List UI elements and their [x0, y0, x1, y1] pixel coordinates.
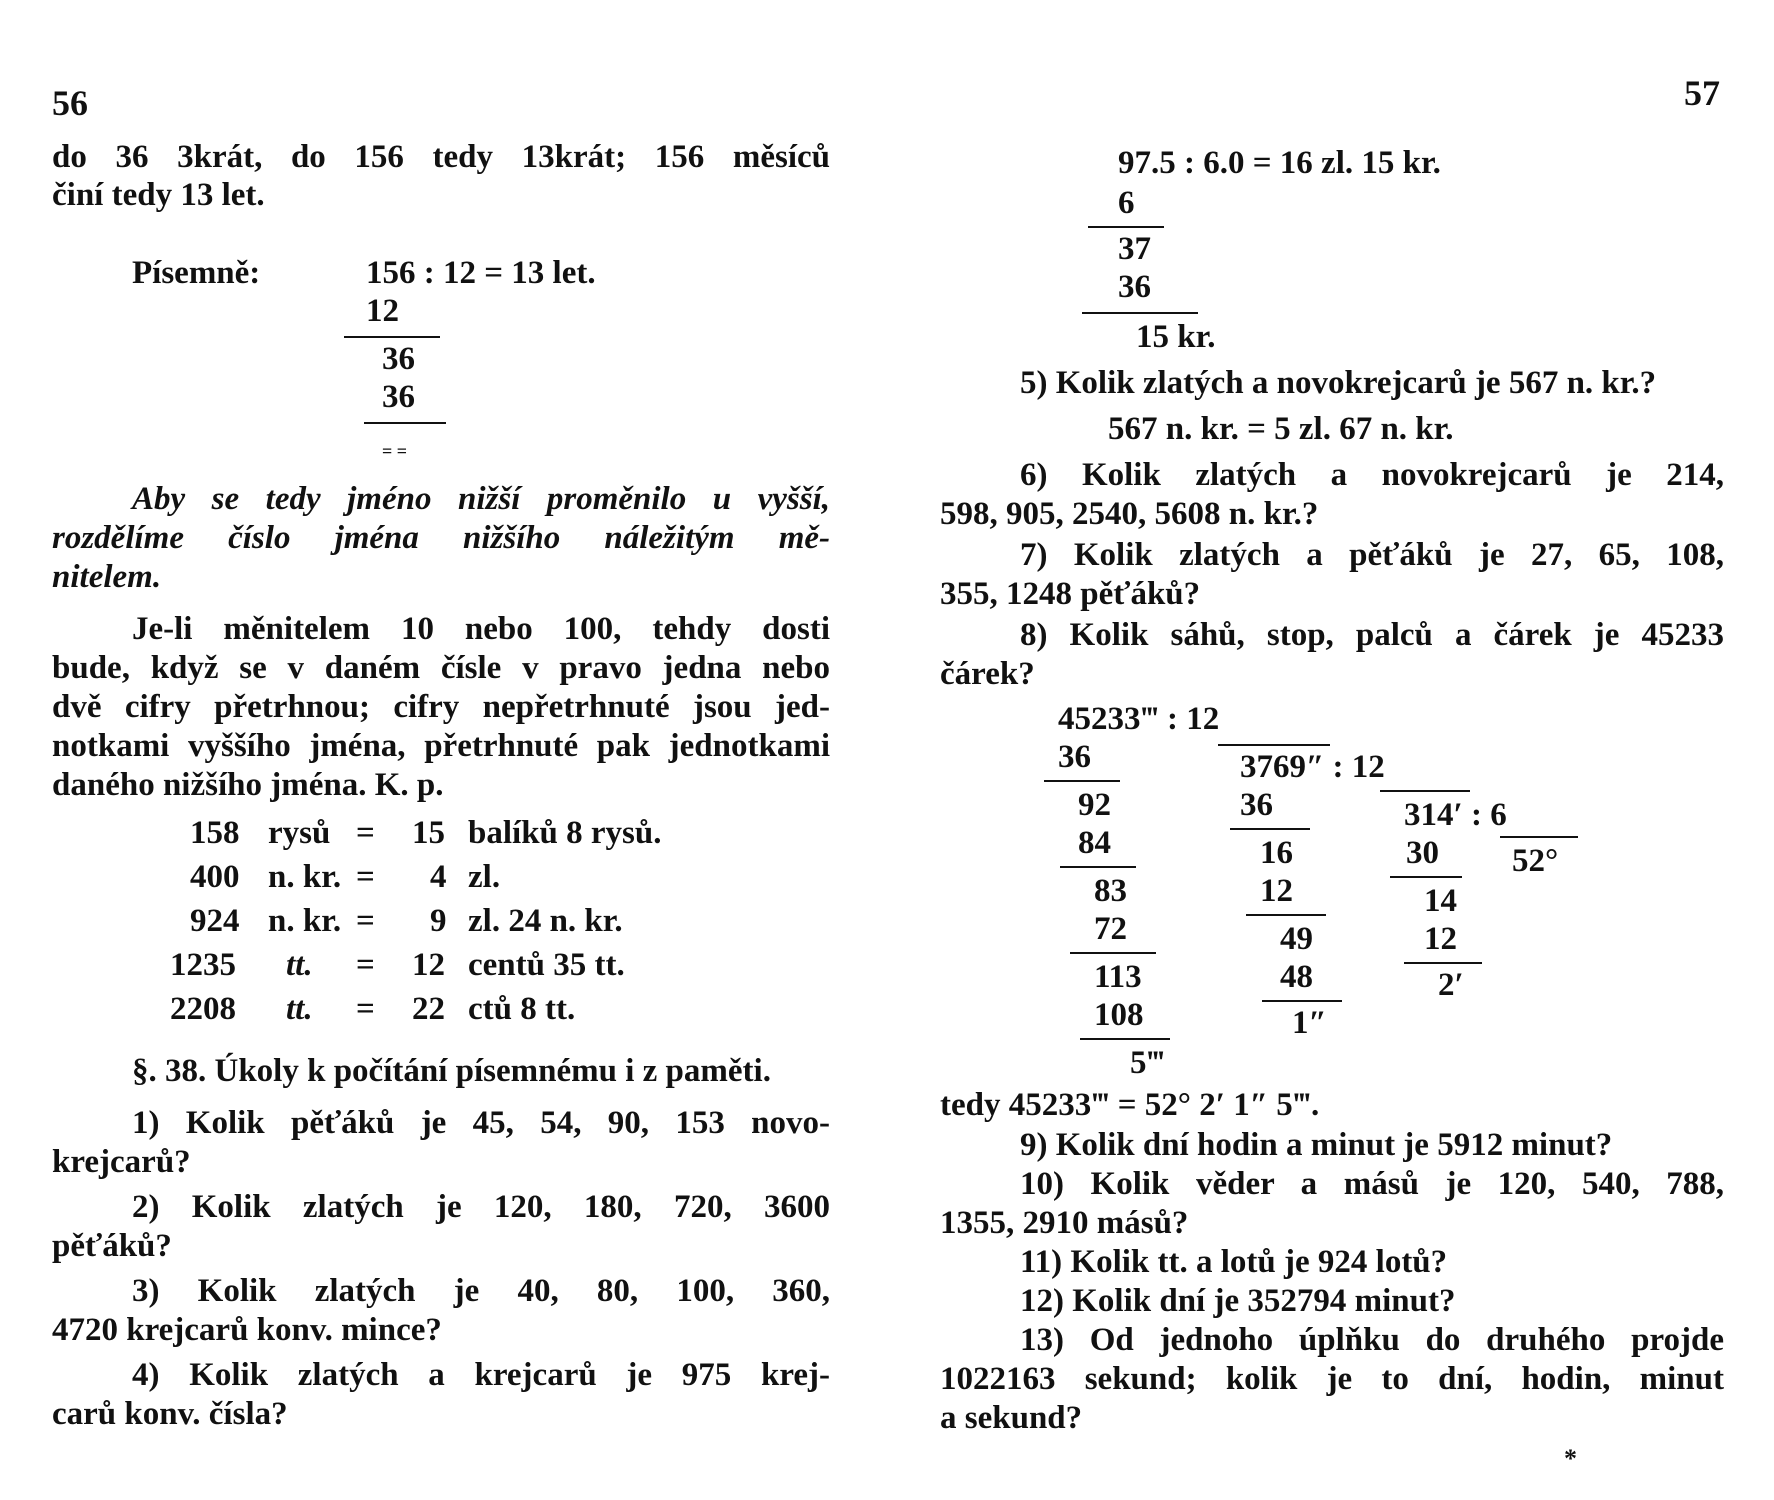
task-line: 1) Kolik pěťáků je 45, 54, 90, 153 novo- [132, 1105, 830, 1141]
task-answer: 567 n. kr. = 5 zl. 67 n. kr. [1108, 411, 1454, 447]
division-step: 84 [1078, 825, 1111, 861]
division-rule [1390, 876, 1462, 878]
division-step: 36 [382, 379, 415, 415]
task-line: 5) Kolik zlatých a novokrejcarů je 567 n. kr.? [1020, 365, 1657, 401]
task-line: 3) Kolik zlatých je 40, 80, 100, 360, [132, 1273, 830, 1309]
division-quotient: 52° [1512, 843, 1559, 879]
value: 158 [190, 815, 240, 851]
division-rule [1082, 312, 1198, 314]
division-step: 37 [1118, 231, 1151, 267]
division-rule [1080, 1038, 1170, 1040]
task-line: pěťáků? [52, 1228, 172, 1264]
division-step: 108 [1094, 997, 1144, 1033]
division-rule [1404, 962, 1482, 964]
value: 4 [430, 859, 447, 895]
division-step: 49 [1280, 921, 1313, 957]
division-step: 16 [1260, 835, 1293, 871]
task-line: 355, 1248 pěťáků? [940, 576, 1201, 612]
division-rule [344, 336, 440, 338]
task-line: 1355, 2910 másů? [940, 1205, 1189, 1241]
task-line: 598, 905, 2540, 5608 n. kr.? [940, 496, 1319, 532]
division-step: 6 [1118, 185, 1135, 221]
task-line: 10) Kolik věder a másů je 120, 540, 788, [1020, 1166, 1724, 1202]
paragraph-line: notkami vyššího jména, přetrhnuté pak jednotkami [52, 728, 830, 764]
paragraph: do 36 3krát, do 156 tedy 13krát; 156 měsíců [52, 139, 830, 175]
task-line: 12) Kolik dní je 352794 minut? [1020, 1283, 1456, 1319]
value: 2208 [170, 991, 236, 1027]
division-step: 12 [1424, 921, 1457, 957]
division-step: 12 [1260, 873, 1293, 909]
paragraph-line: dvě cifry přetrhnou; cifry nepřetrhnuté jsou jed- [52, 689, 830, 725]
task-line: 6) Kolik zlatých a novokrejcarů je 214, [1020, 457, 1724, 493]
division-rule [1218, 744, 1330, 746]
task-line: 1022163 sekund; kolik je to dní, hodin, minut [940, 1361, 1724, 1397]
division-rule [1044, 780, 1120, 782]
division-step: 36 [1240, 787, 1273, 823]
division-rule [1262, 1000, 1342, 1002]
equals: = [356, 815, 375, 851]
division-remainder: 2′ [1438, 967, 1464, 1003]
page-number: 57 [1684, 73, 1720, 113]
unit: zl. [468, 859, 501, 895]
division-remainder: 5‴ [1130, 1045, 1165, 1081]
division-head: 45233‴ : 12 [1058, 701, 1220, 737]
section-heading: §. 38. Úkoly k počítání písemnému i z paměti. [132, 1053, 771, 1089]
division-step: 72 [1094, 911, 1127, 947]
division-rule [1060, 866, 1136, 868]
division-rule [1246, 914, 1326, 916]
unit: rysů [268, 815, 331, 851]
division-step: 92 [1078, 787, 1111, 823]
division-step: 14 [1424, 883, 1457, 919]
paragraph: činí tedy 13 let. [52, 177, 265, 213]
label: Písemně: [132, 255, 261, 291]
unit: ctů 8 tt. [468, 991, 576, 1027]
division-step: 48 [1280, 959, 1313, 995]
division-step: 36 [382, 341, 415, 377]
rule-line: nitelem. [52, 559, 162, 595]
right-page [940, 0, 1774, 1500]
equals: = [356, 859, 375, 895]
task-line: 11) Kolik tt. a lotů je 924 lotů? [1020, 1244, 1448, 1280]
division-remainder: = = [382, 441, 408, 461]
task-line: 7) Kolik zlatých a pěťáků je 27, 65, 108, [1020, 537, 1724, 573]
paragraph-line: bude, když se v daném čísle v pravo jedna nebo [52, 650, 830, 686]
task-line: 13) Od jednoho úplňku do druhého projde [1020, 1322, 1724, 1358]
division-step: 30 [1406, 835, 1439, 871]
division-head: 97.5 : 6.0 = 16 zl. 15 kr. [1118, 145, 1441, 181]
division-head: 156 : 12 = 13 let. [366, 255, 596, 291]
unit: zl. 24 n. kr. [468, 903, 623, 939]
equals: = [356, 947, 375, 983]
paragraph-line: Je-li měnitelem 10 nebo 100, tehdy dosti [132, 611, 830, 647]
task-line: 9) Kolik dní hodin a minut je 5912 minut? [1020, 1127, 1613, 1163]
task-line: 4720 krejcarů konv. mince? [52, 1312, 442, 1348]
value: 22 [412, 991, 445, 1027]
task-line: carů konv. čísla? [52, 1396, 288, 1432]
value: 924 [190, 903, 240, 939]
division-step: 113 [1094, 959, 1142, 995]
division-remainder: 1″ [1292, 1005, 1327, 1041]
task-line: čárek? [940, 656, 1035, 692]
division-head: 314′ : 6 [1404, 797, 1507, 833]
task-line: a sekund? [940, 1400, 1083, 1436]
value: 15 [412, 815, 445, 851]
division-step: 83 [1094, 873, 1127, 909]
division-rule [1088, 226, 1164, 228]
value: 12 [412, 947, 445, 983]
rule-line: Aby se tedy jméno nižší proměnilo u vyšší, [132, 481, 830, 517]
division-rule [1070, 952, 1156, 954]
unit: n. kr. [268, 903, 342, 939]
division-result: 15 kr. [1136, 319, 1216, 355]
division-step: 12 [366, 293, 399, 329]
division-rule [1230, 828, 1310, 830]
division-rule [1380, 790, 1470, 792]
division-rule [364, 422, 446, 424]
task-line: 2) Kolik zlatých je 120, 180, 720, 3600 [132, 1189, 830, 1225]
task-line: krejcarů? [52, 1144, 191, 1180]
rule-line: rozdělíme číslo jména nižšího náležitým mě- [52, 520, 830, 556]
task-line: 4) Kolik zlatých a krejcarů je 975 krej- [132, 1357, 830, 1393]
paragraph-line: daného nižšího jména. K. p. [52, 767, 444, 803]
page-number: 56 [52, 83, 88, 123]
unit: n. kr. [268, 859, 342, 895]
division-step: 36 [1118, 269, 1151, 305]
task-line: 8) Kolik sáhů, stop, palců a čárek je 45233 [1020, 617, 1724, 653]
unit: tt. [286, 991, 313, 1027]
value: 9 [430, 903, 447, 939]
unit: tt. [286, 947, 313, 983]
division-step: 36 [1058, 739, 1091, 775]
equals: = [356, 991, 375, 1027]
equals: = [356, 903, 375, 939]
left-page [0, 0, 880, 1500]
division-head: 3769″ : 12 [1240, 749, 1385, 785]
division-rule [1500, 836, 1578, 838]
unit: centů 35 tt. [468, 947, 625, 983]
unit: balíků 8 rysů. [468, 815, 662, 851]
result-line: tedy 45233‴ = 52° 2′ 1″ 5‴. [940, 1087, 1320, 1123]
value: 400 [190, 859, 240, 895]
value: 1235 [170, 947, 236, 983]
signature-mark: * [1564, 1444, 1577, 1473]
